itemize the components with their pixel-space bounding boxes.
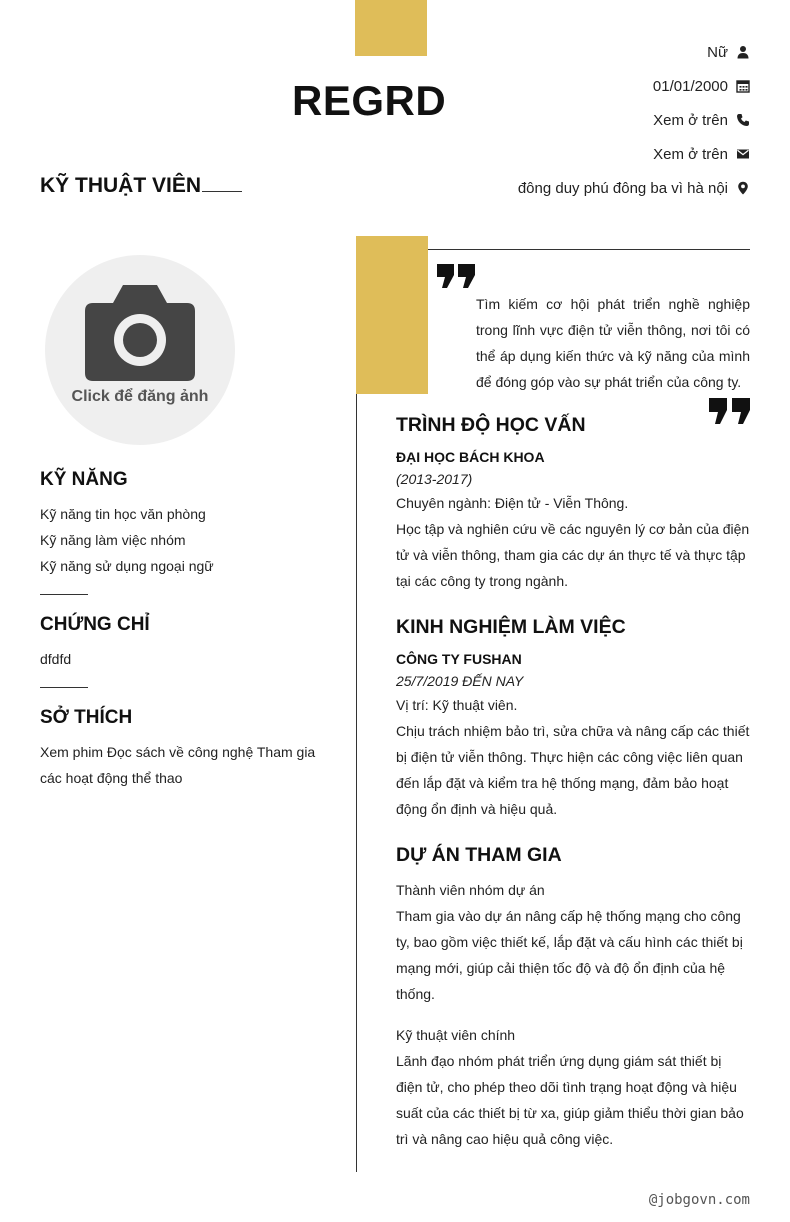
company-name[interactable]: CÔNG TY FUSHAN	[396, 651, 522, 667]
footer-watermark: @jobgovn.com	[648, 1192, 750, 1208]
project-role[interactable]: Kỹ thuật viên chính	[396, 1027, 516, 1043]
section-divider	[40, 687, 88, 688]
user-icon	[736, 45, 750, 59]
section-divider	[40, 594, 88, 595]
hobbies-text[interactable]: Xem phim Đọc sách về công nghệ Tham gia các hoạt động thể thao	[40, 744, 316, 786]
certificate-item[interactable]: dfdfd	[40, 651, 72, 667]
contact-address-text: đông duy phú đông ba vì hà nội	[517, 179, 728, 197]
hobbies-section	[40, 705, 330, 791]
avatar-upload[interactable]	[45, 255, 235, 445]
contact-address[interactable]	[518, 177, 750, 199]
job-title-underline	[202, 191, 242, 192]
location-icon	[736, 181, 750, 195]
skill-item[interactable]: Kỹ năng sử dụng ngoại ngữ	[40, 558, 214, 574]
header-accent-block	[355, 0, 427, 56]
experience-description[interactable]: Chịu trách nhiệm bảo trì, sửa chữa và nâng cấp các thiết bị điện tử viễn thông. Thực hiện các công việc liên quan đến lắp đặt và kiểm tra hệ thống mạng, đảm bảo hoạt động ổn định và hiệu quả.	[396, 723, 750, 817]
contact-email-text: Xem ở trên	[653, 145, 728, 163]
contact-birthday[interactable]	[653, 75, 750, 97]
objective-accent-bar	[356, 236, 428, 394]
experience-position[interactable]: Vị trí: Kỹ thuật viên.	[396, 697, 518, 713]
project-description[interactable]: Tham gia vào dự án nâng cấp hệ thống mạng cho công ty, bao gồm việc thiết kế, lắp đặt và cấu hình các thiết bị mạng mới, giúp cải thiện tốc độ và độ ổn định của hệ thống.	[396, 908, 743, 1002]
skill-item[interactable]: Kỹ năng làm việc nhóm	[40, 532, 186, 548]
contact-phone-text: Xem ở trên	[653, 111, 728, 129]
education-section	[396, 412, 750, 594]
experience-title[interactable]: KINH NGHIỆM LÀM VIỆC	[396, 616, 626, 638]
skills-section	[40, 467, 330, 579]
certificates-title[interactable]: CHỨNG CHỈ	[40, 614, 150, 635]
hobbies-title[interactable]: SỞ THÍCH	[40, 707, 133, 728]
camera-icon	[83, 283, 197, 383]
job-title-text: KỸ THUẬT VIÊN	[40, 174, 202, 197]
contact-birthday-text: 01/01/2000	[652, 77, 728, 95]
contact-gender[interactable]	[707, 41, 750, 63]
education-description[interactable]: Học tập và nghiên cứu về các nguyên lý cơ bản của điện tử và viễn thông, tham gia các dự án thực tế và thực tập tại các công ty trong ngành.	[396, 521, 750, 589]
project-description[interactable]: Lãnh đạo nhóm phát triển ứng dụng giám sát thiết bị điện tử, cho phép theo dõi tình trạng hoạt động và hiệu suất của các thiết bị từ xa, giúp giảm thiểu thời gian bảo trì và nâng cao hiệu quả công việc.	[396, 1053, 744, 1147]
objective-top-rule	[428, 249, 750, 250]
mail-icon	[736, 147, 750, 161]
certificates-section	[40, 612, 330, 672]
skill-item[interactable]: Kỹ năng tin học văn phòng	[40, 506, 206, 522]
column-divider	[356, 394, 357, 1172]
calendar-icon	[736, 79, 750, 93]
career-objective[interactable]: Tìm kiếm cơ hội phát triển nghề nghiệp trong lĩnh vực điện tử viễn thông, nơi tôi có thể áp dụng kiến thức và kỹ năng của mình để đóng góp vào sự phát triển của công ty.	[476, 296, 750, 390]
contact-phone[interactable]	[653, 109, 750, 131]
contact-email[interactable]	[653, 143, 750, 165]
projects-section	[396, 842, 750, 1152]
school-name[interactable]: ĐẠI HỌC BÁCH KHOA	[396, 449, 545, 465]
experience-section	[396, 614, 750, 822]
project-role[interactable]: Thành viên nhóm dự án	[396, 882, 545, 898]
open-quote-icon	[437, 264, 475, 290]
contact-gender-text: Nữ	[707, 43, 728, 61]
job-title[interactable]	[40, 172, 242, 200]
candidate-name[interactable]: REGRD	[292, 77, 447, 124]
education-title[interactable]: TRÌNH ĐỘ HỌC VẤN	[396, 414, 586, 436]
photo-upload-label: Click để đăng ảnh	[71, 388, 209, 405]
phone-icon	[736, 113, 750, 127]
education-period[interactable]: (2013-2017)	[396, 471, 473, 487]
experience-period[interactable]: 25/7/2019 ĐẾN NAY	[396, 673, 524, 689]
projects-title[interactable]: DỰ ÁN THAM GIA	[396, 844, 562, 866]
education-major[interactable]: Chuyên ngành: Điện tử - Viễn Thông.	[396, 495, 629, 511]
skills-title[interactable]: KỸ NĂNG	[40, 469, 128, 490]
